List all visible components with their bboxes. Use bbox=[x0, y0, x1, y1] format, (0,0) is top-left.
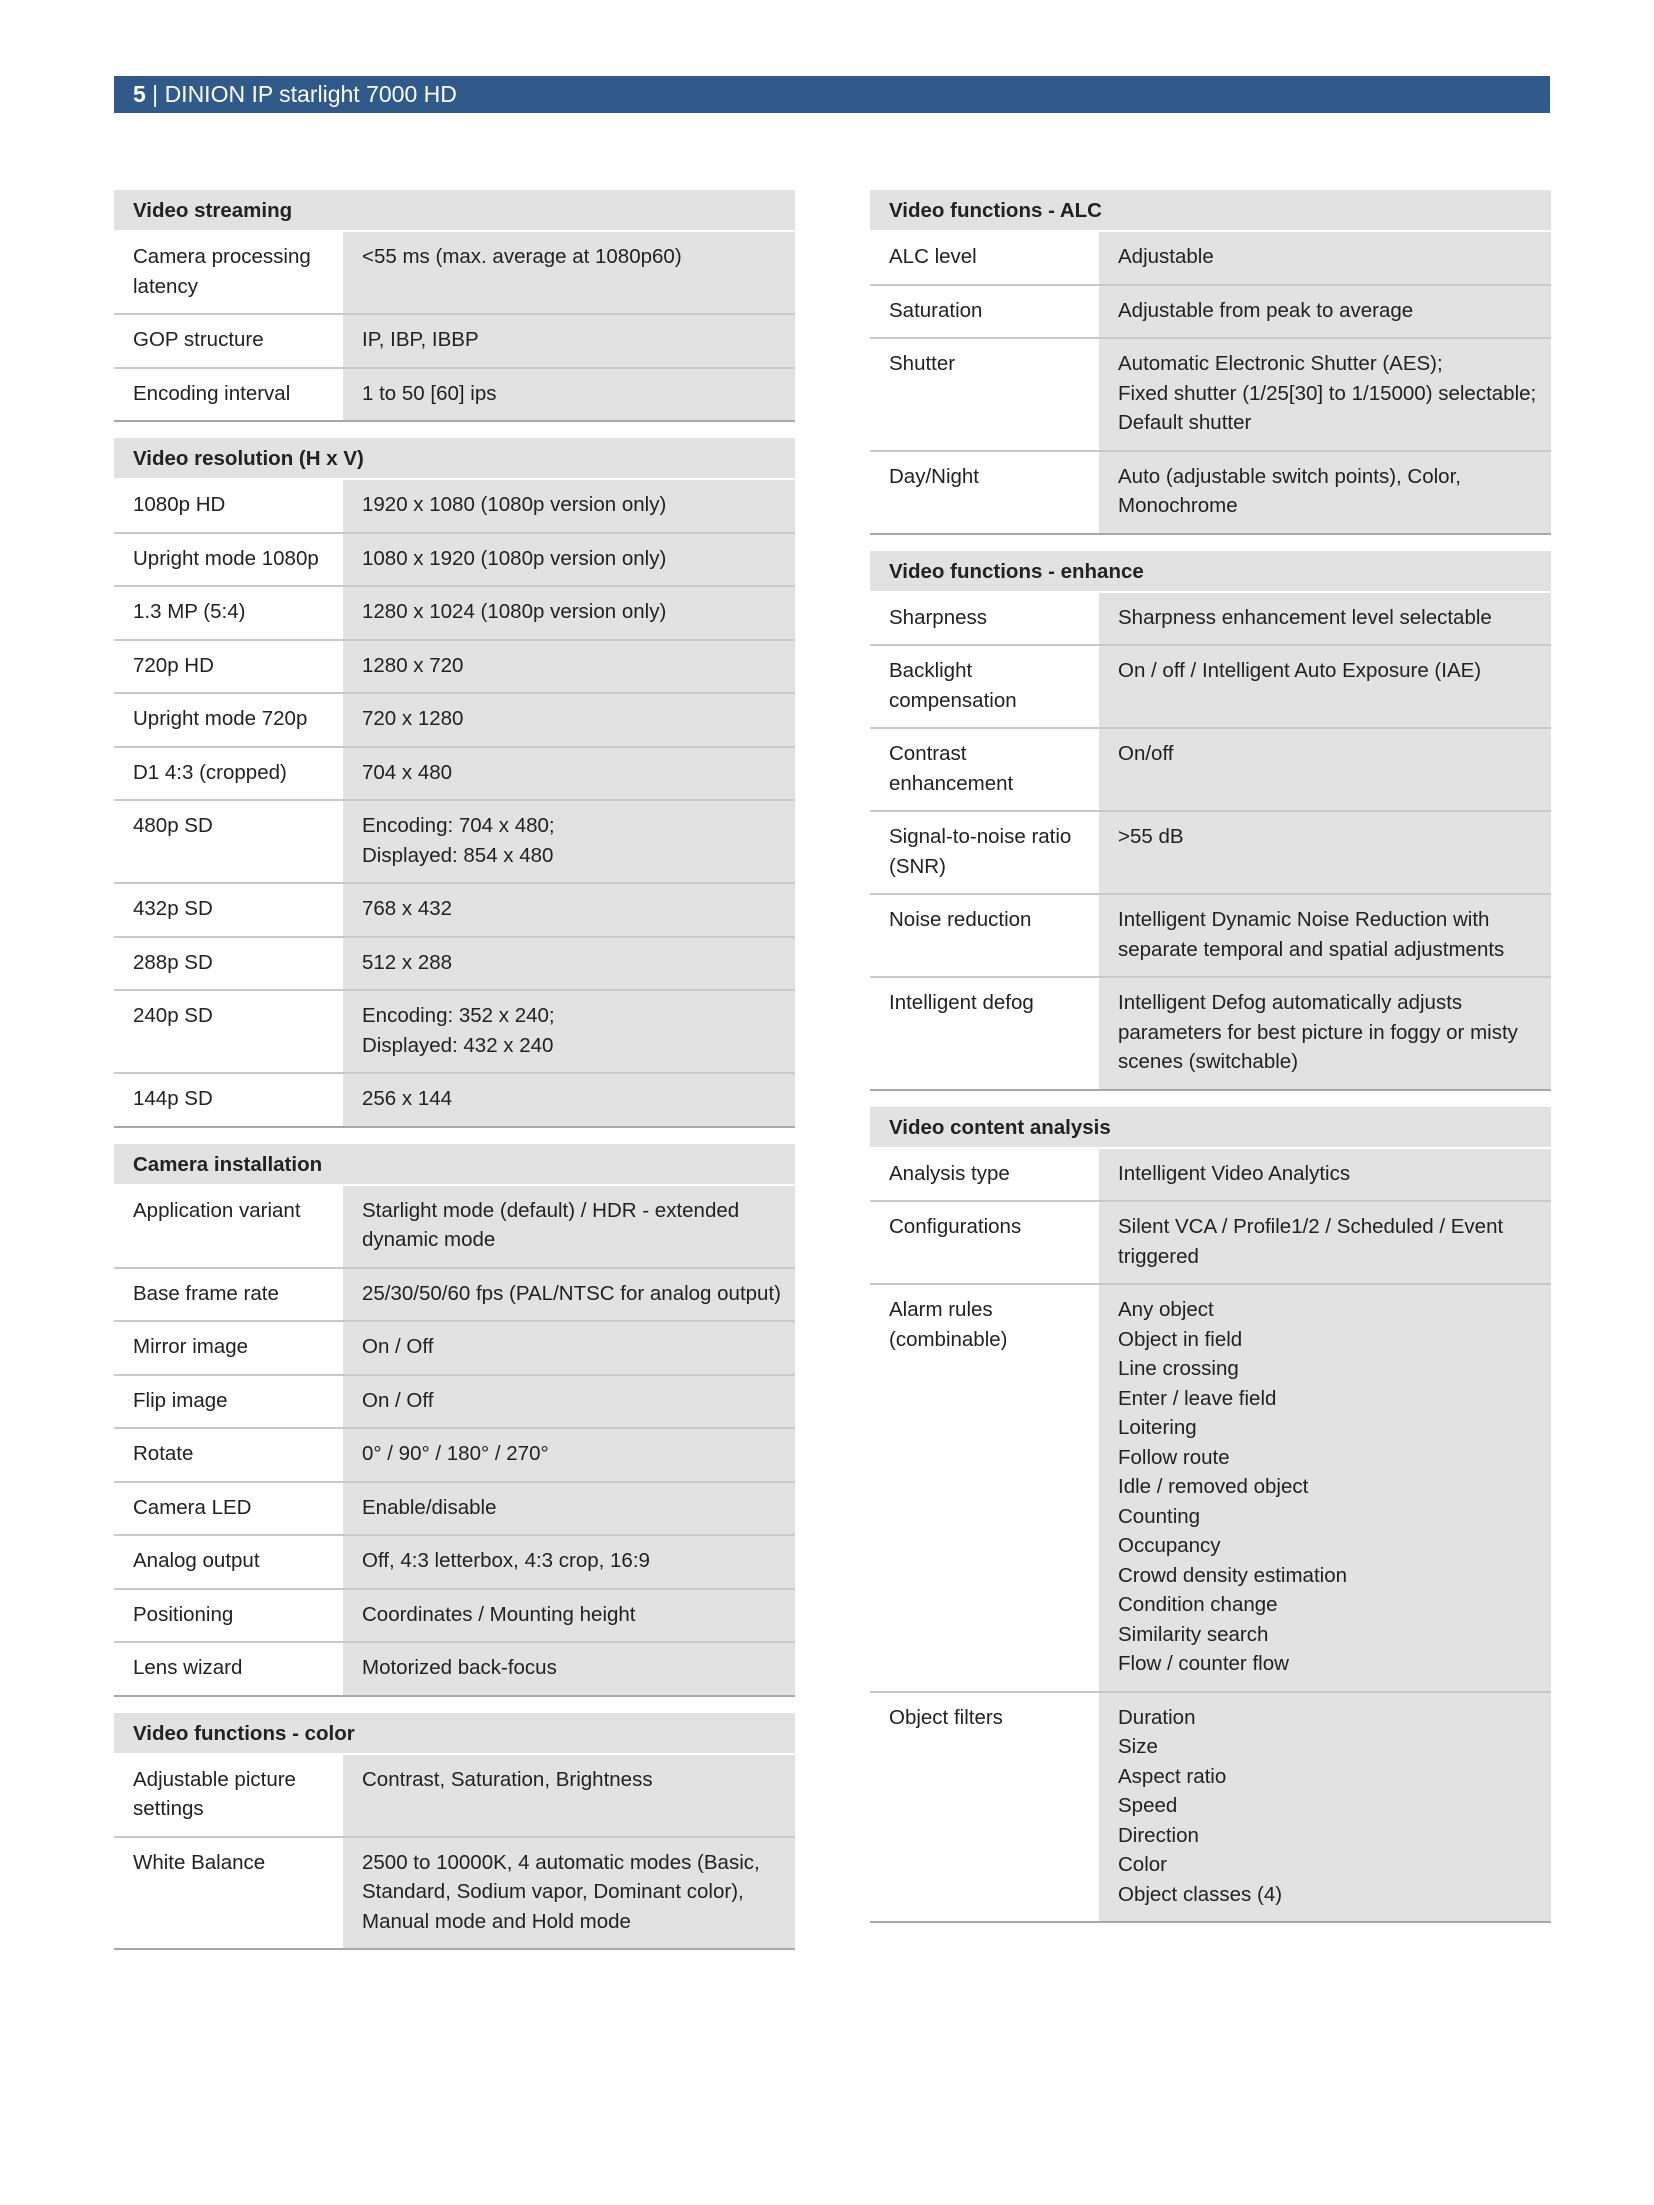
spec-label: Saturation bbox=[870, 286, 1099, 338]
spec-row bbox=[114, 587, 795, 641]
spec-label: Shutter bbox=[870, 339, 1099, 450]
spec-value bbox=[1099, 646, 1551, 727]
spec-value-line: Adjustable from peak to average bbox=[1118, 298, 1414, 322]
spec-value bbox=[343, 315, 795, 367]
spec-section-video-functions-alc bbox=[870, 190, 1551, 535]
spec-row bbox=[114, 480, 795, 534]
spec-label: 240p SD bbox=[114, 991, 343, 1072]
spec-value bbox=[1099, 232, 1551, 284]
spec-label: Signal-to-noise ratio (SNR) bbox=[870, 812, 1099, 893]
spec-label: Camera processing latency bbox=[114, 232, 343, 313]
spec-row bbox=[114, 884, 795, 938]
spec-label: Adjustable picture settings bbox=[114, 1755, 343, 1836]
left-column bbox=[114, 190, 795, 1966]
spec-value bbox=[343, 1429, 795, 1481]
spec-row bbox=[114, 369, 795, 423]
spec-value bbox=[343, 369, 795, 421]
spec-value bbox=[343, 1269, 795, 1321]
spec-row bbox=[114, 1322, 795, 1376]
spec-label: Backlight compensation bbox=[870, 646, 1099, 727]
spec-value-line: Object in field bbox=[1118, 1327, 1243, 1351]
spec-label: 288p SD bbox=[114, 938, 343, 990]
spec-value bbox=[1099, 729, 1551, 810]
spec-value-line: Displayed: 432 x 240 bbox=[362, 1033, 554, 1057]
spec-value-line: 1080 x 1920 (1080p version only) bbox=[362, 546, 667, 570]
spec-value-line: 2500 to 10000K, 4 automatic modes (Basic, Standard, Sodium vapor, Dominant color), Manual mode and Hold mode bbox=[362, 1850, 760, 1933]
spec-value bbox=[343, 1590, 795, 1642]
spec-value-line: Displayed: 854 x 480 bbox=[362, 843, 554, 867]
spec-value-line: Direction bbox=[1118, 1823, 1199, 1847]
spec-value bbox=[343, 1838, 795, 1949]
spec-row bbox=[870, 1693, 1551, 1924]
spec-value-line: 256 x 144 bbox=[362, 1087, 453, 1110]
spec-row bbox=[114, 534, 795, 588]
spec-label: Camera LED bbox=[114, 1483, 343, 1535]
spec-row bbox=[114, 1074, 795, 1128]
spec-label: Flip image bbox=[114, 1376, 343, 1428]
spec-label: 432p SD bbox=[114, 884, 343, 936]
spec-value bbox=[343, 991, 795, 1072]
spec-row bbox=[114, 991, 795, 1074]
spec-label: Analysis type bbox=[870, 1149, 1099, 1201]
spec-value bbox=[1099, 593, 1551, 645]
spec-value-line: 25/30/50/60 fps (PAL/NTSC for analog output) bbox=[362, 1281, 781, 1305]
spec-value bbox=[343, 1376, 795, 1428]
spec-value bbox=[343, 1074, 795, 1126]
spec-row bbox=[114, 1838, 795, 1951]
spec-value-line: Counting bbox=[1118, 1504, 1201, 1528]
spec-row bbox=[870, 1285, 1551, 1693]
section-title: Video functions - enhance bbox=[870, 551, 1551, 593]
spec-value bbox=[343, 1755, 795, 1836]
section-title: Video resolution (H x V) bbox=[114, 438, 795, 480]
spec-label: Encoding interval bbox=[114, 369, 343, 421]
spec-value bbox=[343, 534, 795, 586]
spec-value bbox=[343, 748, 795, 800]
spec-row bbox=[870, 895, 1551, 978]
spec-label: Base frame rate bbox=[114, 1269, 343, 1321]
spec-value-line: Starlight mode (default) / HDR - extended dynamic mode bbox=[362, 1198, 740, 1251]
spec-value bbox=[343, 884, 795, 936]
spec-label: Contrast enhancement bbox=[870, 729, 1099, 810]
spec-value bbox=[343, 232, 795, 313]
spec-row bbox=[870, 812, 1551, 895]
spec-value-line: Motorized back-focus bbox=[362, 1656, 557, 1679]
spec-value-line: >55 dB bbox=[1118, 825, 1184, 848]
spec-row bbox=[870, 339, 1551, 452]
spec-value-line: Default shutter bbox=[1118, 411, 1252, 434]
spec-value-line: Adjustable bbox=[1118, 245, 1214, 268]
spec-value-line: 720 x 1280 bbox=[362, 707, 464, 730]
spec-row bbox=[114, 748, 795, 802]
spec-value-line: Coordinates / Mounting height bbox=[362, 1602, 636, 1626]
spec-value-line: Any object bbox=[1118, 1298, 1214, 1321]
spec-value-line: 768 x 432 bbox=[362, 897, 453, 920]
spec-row bbox=[870, 729, 1551, 812]
spec-row bbox=[114, 694, 795, 748]
spec-row bbox=[870, 1149, 1551, 1203]
page-number: 5 bbox=[133, 81, 146, 107]
spec-section-video-content-analysis bbox=[870, 1107, 1551, 1924]
spec-label: 480p SD bbox=[114, 801, 343, 882]
spec-value-line: On / Off bbox=[362, 1388, 434, 1412]
spec-value-line: 704 x 480 bbox=[362, 760, 453, 784]
spec-value-line: Flow / counter flow bbox=[1118, 1652, 1289, 1675]
spec-value bbox=[1099, 978, 1551, 1089]
spec-row bbox=[114, 1376, 795, 1430]
spec-label: Upright mode 720p bbox=[114, 694, 343, 746]
spec-value-line: Aspect ratio bbox=[1118, 1764, 1227, 1788]
spec-label: 1080p HD bbox=[114, 480, 343, 532]
spec-value bbox=[1099, 1149, 1551, 1201]
spec-value-line: Sharpness enhancement level selectable bbox=[1118, 605, 1492, 629]
spec-label: GOP structure bbox=[114, 315, 343, 367]
spec-label: Alarm rules (combinable) bbox=[870, 1285, 1099, 1691]
spec-row bbox=[114, 1269, 795, 1323]
section-title: Video content analysis bbox=[870, 1107, 1551, 1149]
spec-value-line: Automatic Electronic Shutter (AES); bbox=[1118, 352, 1443, 375]
spec-row bbox=[114, 1483, 795, 1537]
section-title: Video streaming bbox=[114, 190, 795, 232]
spec-row bbox=[114, 315, 795, 369]
spec-value-line: Enable/disable bbox=[362, 1495, 497, 1519]
spec-value-line: <55 ms (max. average at 1080p60) bbox=[362, 245, 682, 268]
spec-label: Analog output bbox=[114, 1536, 343, 1588]
spec-value bbox=[343, 1322, 795, 1374]
spec-value-line: Auto (adjustable switch points), Color, Monochrome bbox=[1118, 464, 1461, 517]
spec-value-line: 512 x 288 bbox=[362, 950, 453, 974]
spec-label: Object filters bbox=[870, 1693, 1099, 1922]
spec-row bbox=[870, 286, 1551, 340]
spec-value bbox=[1099, 339, 1551, 450]
spec-value bbox=[1099, 1285, 1551, 1691]
spec-value-line: Silent VCA / Profile1/2 / Scheduled / Event triggered bbox=[1118, 1215, 1504, 1268]
spec-row bbox=[870, 978, 1551, 1091]
spec-value bbox=[343, 587, 795, 639]
spec-value-line: Off, 4:3 letterbox, 4:3 crop, 16:9 bbox=[362, 1549, 650, 1572]
spec-label: Lens wizard bbox=[114, 1643, 343, 1695]
spec-section-video-resolution-h-x-v bbox=[114, 438, 795, 1128]
spec-row bbox=[114, 1643, 795, 1697]
spec-row bbox=[114, 1590, 795, 1644]
spec-value bbox=[343, 480, 795, 532]
spec-value-line: Enter / leave field bbox=[1118, 1386, 1277, 1410]
spec-row bbox=[870, 452, 1551, 535]
spec-value-line: Encoding: 704 x 480; bbox=[362, 814, 555, 837]
spec-row bbox=[114, 1536, 795, 1590]
section-title: Video functions - ALC bbox=[870, 190, 1551, 232]
spec-section-video-functions-enhance bbox=[870, 551, 1551, 1091]
spec-value-line: Object classes (4) bbox=[1118, 1882, 1283, 1906]
spec-value-line: Speed bbox=[1118, 1794, 1178, 1817]
spec-value-line: Follow route bbox=[1118, 1445, 1230, 1469]
spec-value-line: Condition change bbox=[1118, 1593, 1278, 1616]
spec-value-line: Duration bbox=[1118, 1705, 1196, 1729]
spec-value bbox=[343, 1483, 795, 1535]
spec-value bbox=[343, 1643, 795, 1695]
spec-row bbox=[114, 1429, 795, 1483]
spec-value-line: IP, IBP, IBBP bbox=[362, 328, 479, 351]
spec-label: 1.3 MP (5:4) bbox=[114, 587, 343, 639]
right-column bbox=[870, 190, 1551, 1939]
spec-row bbox=[114, 641, 795, 695]
spec-value bbox=[343, 801, 795, 882]
document-title: DINION IP starlight 7000 HD bbox=[164, 81, 457, 107]
spec-label: Sharpness bbox=[870, 593, 1099, 645]
spec-value bbox=[343, 938, 795, 990]
spec-label: Rotate bbox=[114, 1429, 343, 1481]
spec-row bbox=[114, 801, 795, 884]
spec-value-line: Crowd density estimation bbox=[1118, 1563, 1348, 1587]
spec-value-line: Intelligent Dynamic Noise Reduction with separate temporal and spatial adjustments bbox=[1118, 908, 1505, 961]
spec-value bbox=[1099, 1202, 1551, 1283]
spec-value bbox=[343, 641, 795, 693]
spec-section-video-functions-color bbox=[114, 1713, 795, 1951]
spec-label: Positioning bbox=[114, 1590, 343, 1642]
spec-label: Upright mode 1080p bbox=[114, 534, 343, 586]
spec-value-line: On / Off bbox=[362, 1335, 434, 1358]
page-header bbox=[114, 76, 1550, 113]
section-title: Video functions - color bbox=[114, 1713, 795, 1755]
spec-section-video-streaming bbox=[114, 190, 795, 422]
spec-value bbox=[1099, 1693, 1551, 1922]
spec-value-line: On / off / Intelligent Auto Exposure (IAE) bbox=[1118, 659, 1482, 682]
spec-value-line: Encoding: 352 x 240; bbox=[362, 1004, 555, 1027]
spec-row bbox=[870, 593, 1551, 647]
spec-label: Noise reduction bbox=[870, 895, 1099, 976]
spec-value bbox=[1099, 286, 1551, 338]
spec-value-line: Similarity search bbox=[1118, 1622, 1269, 1646]
spec-value-line: Occupancy bbox=[1118, 1534, 1221, 1557]
spec-value-line: Idle / removed object bbox=[1118, 1475, 1309, 1498]
spec-row bbox=[114, 1186, 795, 1269]
section-title: Camera installation bbox=[114, 1144, 795, 1186]
spec-value-line: 1280 x 1024 (1080p version only) bbox=[362, 600, 667, 623]
spec-label: Intelligent defog bbox=[870, 978, 1099, 1089]
spec-row bbox=[870, 232, 1551, 286]
spec-label: 144p SD bbox=[114, 1074, 343, 1126]
spec-label: Mirror image bbox=[114, 1322, 343, 1374]
spec-value-line: 0° / 90° / 180° / 270° bbox=[362, 1442, 549, 1465]
spec-row bbox=[114, 1755, 795, 1838]
spec-value-line: Contrast, Saturation, Brightness bbox=[362, 1767, 653, 1791]
spec-value-line: Intelligent Defog automatically adjusts parameters for best picture in foggy or misty scenes (switchable) bbox=[1118, 991, 1518, 1073]
spec-row bbox=[870, 1202, 1551, 1285]
spec-value-line: 1280 x 720 bbox=[362, 653, 464, 677]
spec-label: ALC level bbox=[870, 232, 1099, 284]
spec-row bbox=[114, 938, 795, 992]
spec-label: White Balance bbox=[114, 1838, 343, 1949]
spec-row bbox=[870, 646, 1551, 729]
spec-value-line: Intelligent Video Analytics bbox=[1118, 1161, 1351, 1185]
spec-value bbox=[343, 1536, 795, 1588]
spec-row bbox=[114, 232, 795, 315]
spec-label: Day/Night bbox=[870, 452, 1099, 533]
spec-label: Application variant bbox=[114, 1186, 343, 1267]
spec-value-line: Color bbox=[1118, 1853, 1167, 1876]
spec-value bbox=[1099, 895, 1551, 976]
spec-value-line: Line crossing bbox=[1118, 1357, 1239, 1380]
spec-label: Configurations bbox=[870, 1202, 1099, 1283]
spec-value bbox=[343, 1186, 795, 1267]
spec-label: D1 4:3 (cropped) bbox=[114, 748, 343, 800]
spec-section-camera-installation bbox=[114, 1144, 795, 1697]
spec-value-line: Size bbox=[1118, 1735, 1158, 1758]
spec-value-line: Fixed shutter (1/25[30] to 1/15000) selectable; bbox=[1118, 381, 1537, 405]
spec-value bbox=[1099, 812, 1551, 893]
spec-value bbox=[343, 694, 795, 746]
spec-value-line: Loitering bbox=[1118, 1416, 1197, 1439]
spec-label: 720p HD bbox=[114, 641, 343, 693]
spec-value-line: 1 to 50 [60] ips bbox=[362, 381, 497, 405]
spec-value bbox=[1099, 452, 1551, 533]
spec-value-line: On/off bbox=[1118, 742, 1174, 765]
header-separator: | bbox=[145, 81, 165, 107]
spec-value-line: 1920 x 1080 (1080p version only) bbox=[362, 493, 667, 516]
